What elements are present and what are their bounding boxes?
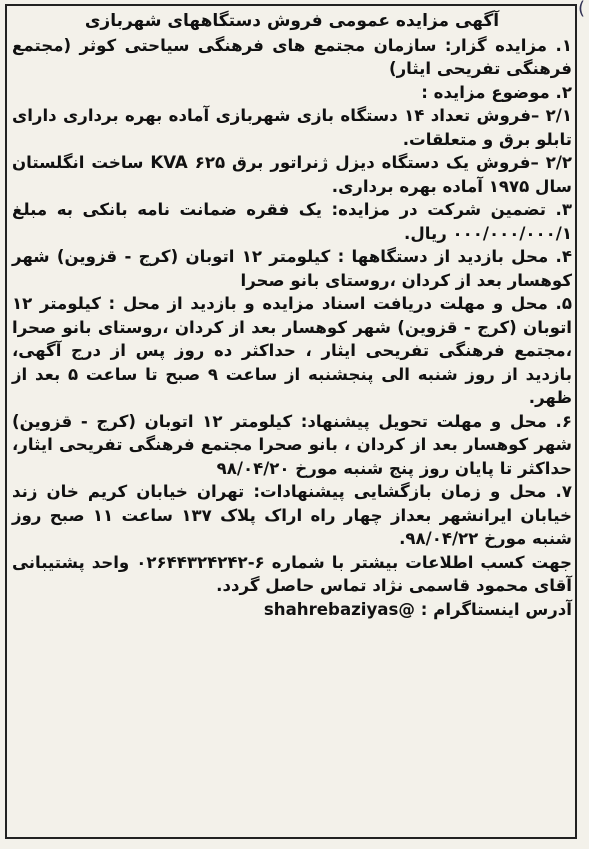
corner-mark: ( xyxy=(577,0,585,19)
item-auctioneer: ۱. مزایده گزار: سازمان مجتمع های فرهنگی سیاحتی کوثر (مجتمع فرهنگی تفریحی ایثار) xyxy=(12,35,572,78)
item-guarantee: ۳. تضمین شرکت در مزایده: یک فقره ضمانت نامه بانکی به مبلغ ۰۰۰/۰۰۰/۰۰۰/۱ ریال. xyxy=(12,200,572,243)
auction-notice xyxy=(12,10,572,835)
item-opening: ۷. محل و زمان بازگشایی پیشنهادات: تهران خیابان کریم خان زند خیابان ایرانشهر بعداز چهار راه اراک پلاک ۱۳۷ ساعت ۱۱ صبح روز شنبه مورخ ۹۸/۰۴/۲۲. xyxy=(12,482,572,548)
notice-title: آگهی مزایده عمومی فروش دستگاههای شهربازی xyxy=(84,11,500,31)
item-visit-location: ۴. محل بازدید از دستگاهها : کیلومتر ۱۲ اتوبان (کرج - قزوین) شهر کوهسار بعد از کردان ،روستای بانو صحرا xyxy=(12,247,572,290)
item-subject-heading: ۲. موضوع مزایده : xyxy=(421,82,572,102)
instagram-label: آدرس اینستاگرام : xyxy=(414,599,572,619)
item-subject-generator: ۲/۲ –فروش یک دستگاه دیزل ژنراتور برق KVA ۶۲۵ ساخت انگلستان سال ۱۹۷۵ آماده بهره برداری. xyxy=(12,153,573,196)
item-subject-rides: ۲/۱ –فروش تعداد ۱۴ دستگاه بازی شهربازی آماده بهره برداری دارای تابلو برق و متعلقات. xyxy=(12,106,572,149)
contact-info: جهت کسب اطلاعات بیشتر با شماره ۶-۰۲۶۴۴۳۲۴۲۴۲ واحد پشتیبانی آقای محمود قاسمی نژاد تماس حاصل گردد. xyxy=(12,552,572,595)
instagram-handle[interactable]: shahrebaziyas@ xyxy=(263,599,415,619)
instagram-line xyxy=(12,598,572,622)
item-documents-deadline: ۵. محل و مهلت دریافت اسناد مزایده و بازدید از محل : کیلومتر ۱۲ اتوبان (کرج - قزوین) شهر کوهسار بعد از کردان ،روستای بانو صحرا ،مجتمع فرهنگی تفریحی ایثار ، حداکثر ده روز پس از درج آگهی، بازدید از روز شنبه الی پنجشنبه از ساعت ۹ صبح تا ساعت ۵ بعد از ظهر. xyxy=(12,294,572,407)
item-proposal-delivery: ۶. محل و مهلت تحویل پیشنهاد: کیلومتر ۱۲ اتوبان (کرج - قزوین) شهر کوهسار بعد از کردان ، بانو صحرا مجتمع فرهنگی تفریحی ایثار، حداکثر تا پایان روز پنج شنبه مورخ ۹۸/۰۴/۲۰ xyxy=(12,411,572,478)
